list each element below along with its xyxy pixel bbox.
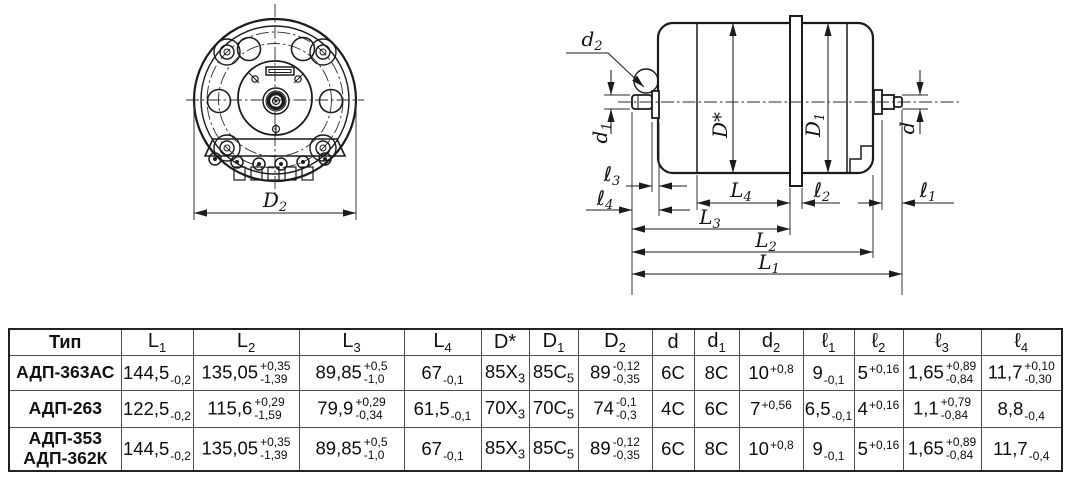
column-header-D1: $D_1$ <box>529 329 578 356</box>
motor-type-cell: АДП-263 <box>9 391 121 428</box>
dimension-cell: 6С <box>652 428 694 472</box>
dimension-cell: $67_{-0,1}$ <box>404 356 481 391</box>
column-header-d1: $d_1$ <box>694 329 739 356</box>
dimension-cell: 4С <box>652 391 694 428</box>
dimensions-table <box>8 328 1063 472</box>
dimension-cell: $7^{+0,56}$ <box>739 391 803 428</box>
dim-label-D2: $D_2$ <box>262 188 288 215</box>
dimension-cell: $8,8_{-0,4}$ <box>981 391 1062 428</box>
dimension-cell: 135,05 +0,35 -1,39 <box>193 428 299 472</box>
dim-label-L1: $L_1$ <box>758 250 780 277</box>
column-header-type: Тип <box>9 329 121 356</box>
dimension-cell: $85С_5$ <box>529 356 578 391</box>
dimension-cell: $10^{+0,8}$ <box>739 356 803 391</box>
dimension-cell: 6С <box>694 391 739 428</box>
dimension-cell: $122,5_{-0,2}$ <box>121 391 193 428</box>
dimension-cell: $11,7_{-0,4}$ <box>981 428 1062 472</box>
dimension-cell: 1,1 +0,79 -0,84 <box>903 391 981 428</box>
dimension-cell: 1,65 +0,89 -0,84 <box>903 356 981 391</box>
dim-label-d2: $d_2$ <box>581 27 603 54</box>
column-header-d: d <box>652 329 694 356</box>
dimension-cell: $4^{+0,16}$ <box>854 391 903 428</box>
dimension-cell: 89 -0,12 -0,35 <box>578 356 652 391</box>
dimension-cell: 11,7 +0,10 -0,30 <box>981 356 1062 391</box>
column-header-Dstar: D* <box>481 329 529 356</box>
motor-type-cell: АДП-363АС <box>9 356 121 391</box>
column-header-l3: ℓ$_3$ <box>903 329 981 356</box>
dimension-cell: 1,65 +0,89 -0,84 <box>903 428 981 472</box>
table-header-row <box>9 329 1062 356</box>
table-row <box>9 428 1062 472</box>
dim-label-L3: $L_3$ <box>699 205 721 232</box>
dimension-cell: 74 -0,1 -0,3 <box>578 391 652 428</box>
dimension-cell: 8С <box>694 356 739 391</box>
dimension-cell: $5^{+0,16}$ <box>854 356 903 391</box>
dim-label-d1: $d_1$ <box>588 122 615 144</box>
dimension-cell: 8С <box>694 428 739 472</box>
dimension-cell: 89,85 +0,5 -1,0 <box>299 428 404 472</box>
dimension-cell: $85С_5$ <box>529 428 578 472</box>
dimension-cell: $67_{-0,1}$ <box>404 428 481 472</box>
column-header-d2: $d_2$ <box>739 329 803 356</box>
dimension-cell: $9_{-0,1}$ <box>803 356 854 391</box>
dimension-cell: $85Х_3$ <box>481 428 529 472</box>
column-header-l2: ℓ$_2$ <box>854 329 903 356</box>
dimension-cell: $144,5_{-0,2}$ <box>121 356 193 391</box>
dimension-cell: $10^{+0,8}$ <box>739 428 803 472</box>
column-header-L1: $L_1$ <box>121 329 193 356</box>
dimension-cell: 89,85 +0,5 -1,0 <box>299 356 404 391</box>
spec-table-body <box>9 356 1062 472</box>
dimension-cell: $70С_5$ <box>529 391 578 428</box>
dimension-cell: $85Х_3$ <box>481 356 529 391</box>
shaft-hub <box>263 88 289 114</box>
column-header-D2: $D_2$ <box>578 329 652 356</box>
dimension-cell: 79,9 +0,29 -0,34 <box>299 391 404 428</box>
column-header-L4: $L_4$ <box>404 329 481 356</box>
dim-label-L4: $L_4$ <box>730 178 752 205</box>
table-row <box>9 391 1062 428</box>
dimension-cell: 89 -0,12 -0,35 <box>578 428 652 472</box>
dim-label-l4: ℓ$_4$ <box>596 186 614 213</box>
dim-label-Ds: D* <box>708 111 732 139</box>
flange-band <box>790 16 802 186</box>
dim-label-l3: ℓ$_3$ <box>603 162 621 189</box>
table-row <box>9 356 1062 391</box>
dimension-cell: $61,5_{-0,1}$ <box>404 391 481 428</box>
dim-label-l2: ℓ$_2$ <box>813 178 831 205</box>
dimension-cell: $5^{+0,16}$ <box>854 428 903 472</box>
column-header-L2: $L_2$ <box>193 329 299 356</box>
dimension-cell: 115,6 +0,29 -1,59 <box>193 391 299 428</box>
dim-label-L2: $L_2$ <box>755 228 777 255</box>
dimension-cell: $70Х_3$ <box>481 391 529 428</box>
dimension-cell: $144,5_{-0,2}$ <box>121 428 193 472</box>
dimension-cell: $6,5_{-0,1}$ <box>803 391 854 428</box>
motor-type-cell: АДП-353 АДП-362К <box>9 428 121 472</box>
dim-label-D1: $D_1$ <box>801 112 828 138</box>
column-header-l4: ℓ$_4$ <box>981 329 1062 356</box>
column-header-l1: ℓ$_1$ <box>803 329 854 356</box>
dim-label-dd: d <box>895 121 919 135</box>
dimension-cell: 6С <box>652 356 694 391</box>
dimension-cell: 135,05 +0,35 -1,39 <box>193 356 299 391</box>
left-shaft <box>632 91 659 118</box>
dimension-cell: $9_{-0,1}$ <box>803 428 854 472</box>
dim-label-l1: ℓ$_1$ <box>919 178 937 205</box>
column-header-L3: $L_3$ <box>299 329 404 356</box>
